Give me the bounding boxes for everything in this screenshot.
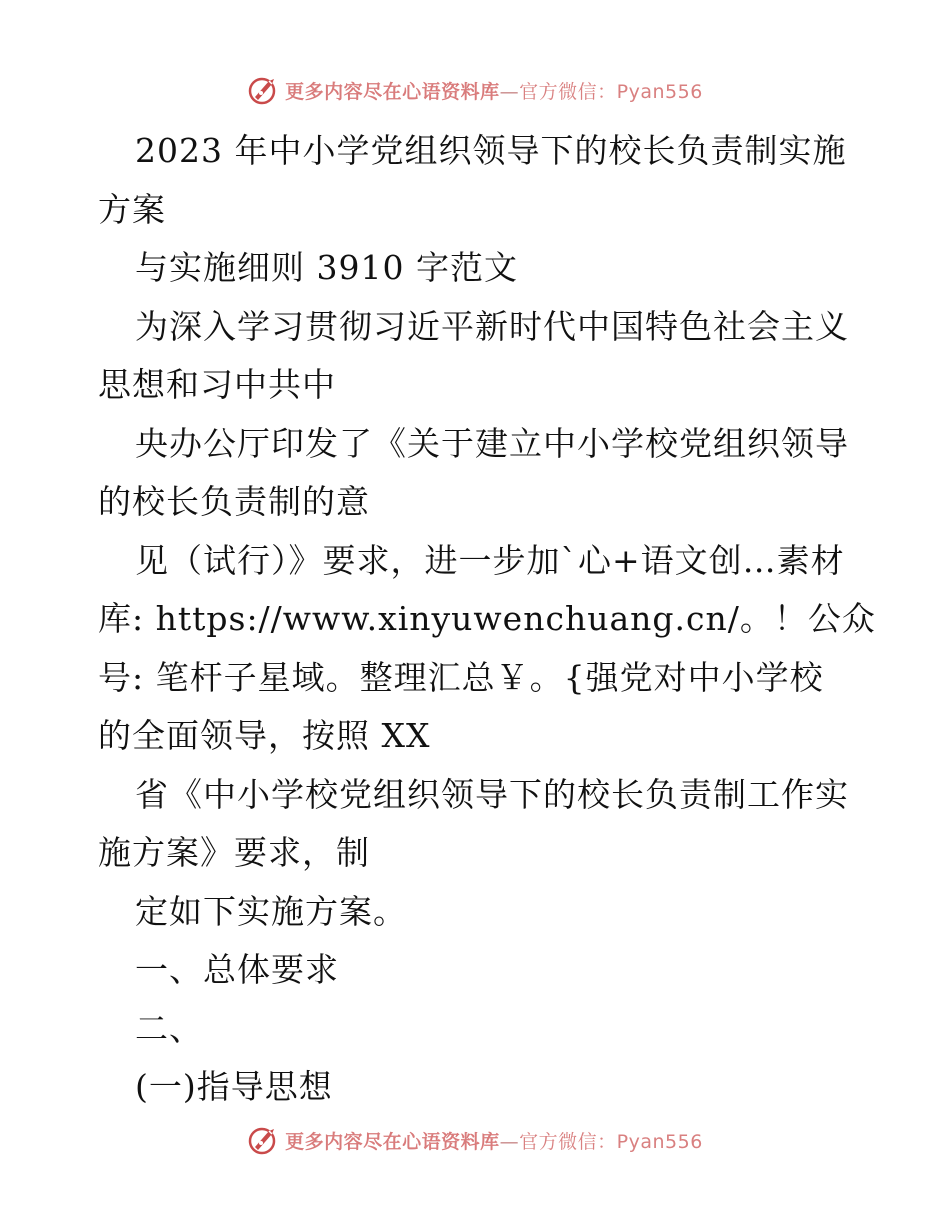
text-line: 一、总体要求: [135, 950, 339, 989]
text-line: (一)指导思想: [135, 1067, 333, 1106]
text-line: 与实施细则 3910 字范文: [135, 248, 518, 287]
text-line: 的校长负责制的意: [98, 482, 370, 521]
watermark-text: 更多内容尽在心语资料库—官方微信：Pyan556: [285, 1130, 703, 1153]
text-line: 的全面领导，按照 XX: [98, 716, 431, 755]
text-line: 定如下实施方案。: [135, 891, 407, 931]
footer-watermark: [0, 1118, 950, 1162]
text-line: 施方案》要求，制: [98, 833, 370, 872]
text-line: 2023 年中小学党组织领导下的校长负责制实施: [135, 131, 847, 170]
text-line: 二、: [135, 1008, 203, 1048]
text-line: 央办公厅印发了《关于建立中小学校党组织领导: [135, 423, 849, 463]
text-line: 方案: [98, 189, 166, 229]
header-watermark: [0, 68, 950, 112]
pen-seal-icon: [247, 73, 281, 107]
text-line: 号: 笔杆子星域。整理汇总￥。{强党对中小学校: [98, 657, 824, 697]
watermark-text: 更多内容尽在心语资料库—官方微信：Pyan556: [285, 80, 703, 103]
text-line: 见（试行）》要求，进一步加`心+语文创…素材: [135, 540, 845, 580]
text-line: 库: https://www.xinyuwenchuang.cn/。！公众: [98, 599, 876, 638]
document-body: [98, 122, 876, 1117]
text-line: 省《中小学校党组织领导下的校长负责制工作实: [135, 774, 849, 814]
text-line: 为深入学习贯彻习近平新时代中国特色社会主义: [135, 306, 849, 346]
text-line: 思想和习中共中: [98, 365, 336, 404]
pen-seal-icon: [247, 1123, 281, 1157]
